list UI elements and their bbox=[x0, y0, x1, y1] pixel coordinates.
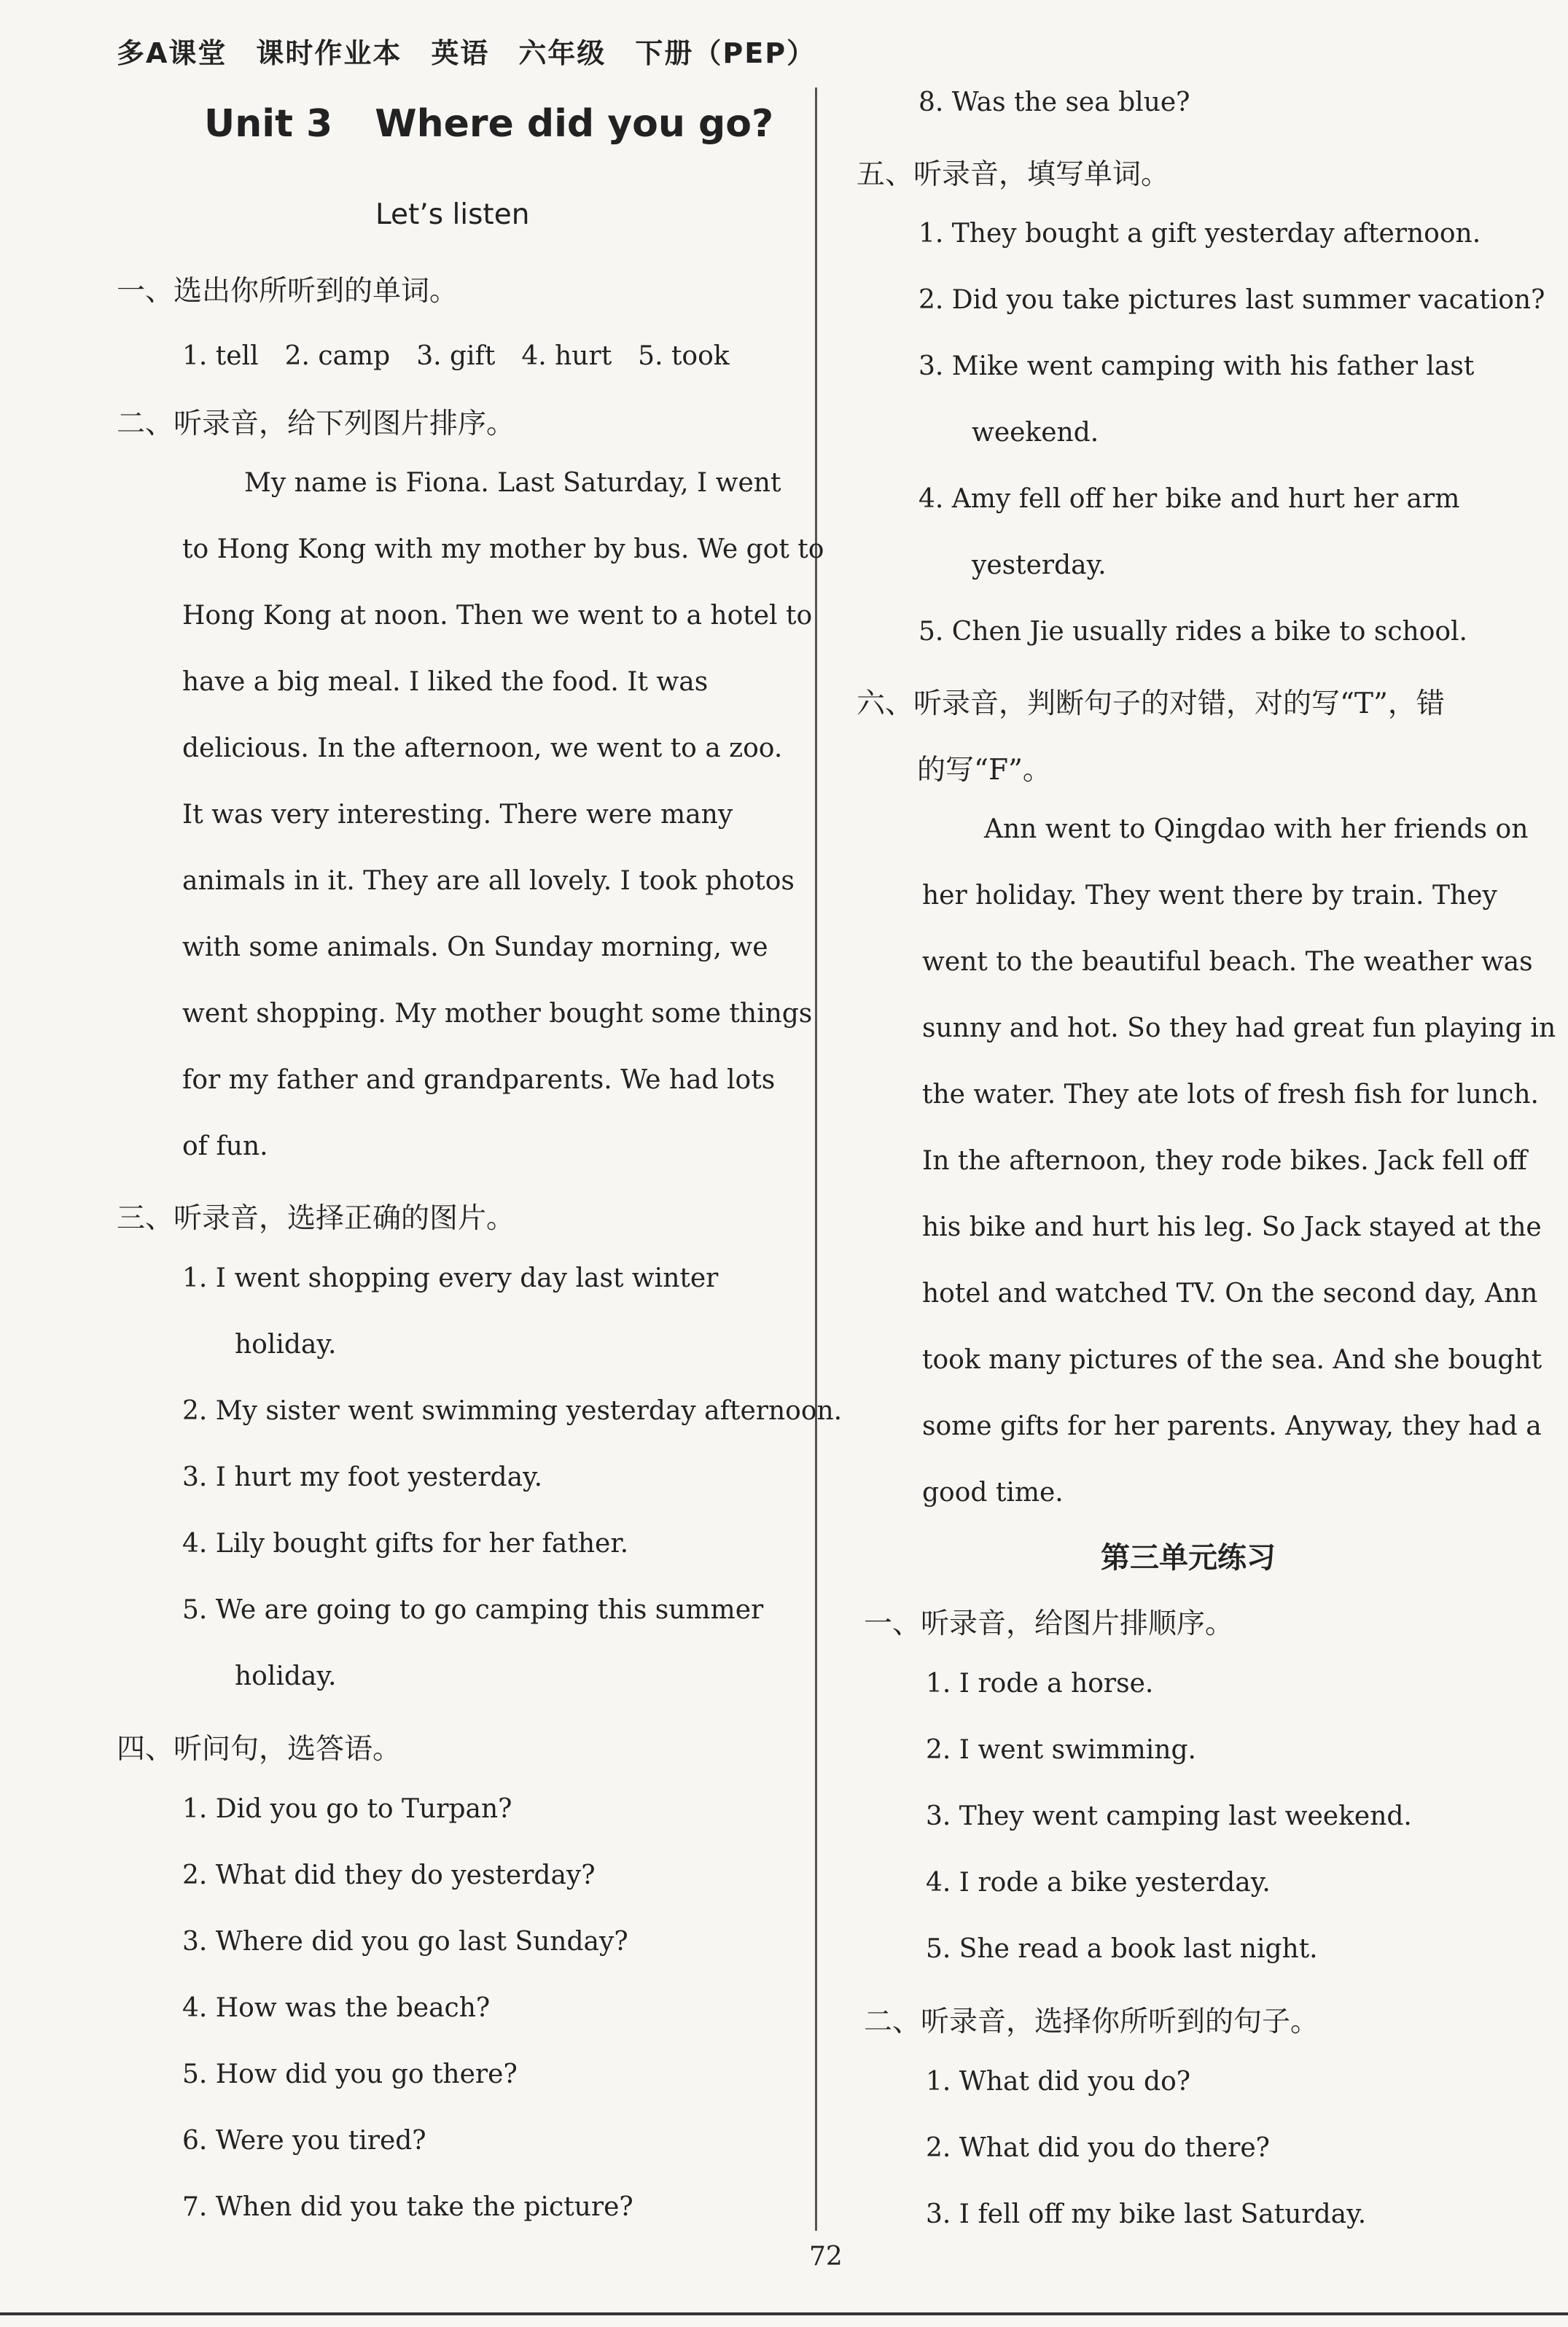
list-item: 3. Where did you go last Sunday? bbox=[182, 1927, 628, 1957]
list-item: 5. We are going to go camping this summer bbox=[182, 1595, 764, 1625]
passage-line: to Hong Kong with my mother by bus. We got to bbox=[182, 534, 824, 564]
unit-name: Where did you go? bbox=[375, 102, 774, 146]
list-item: 1. I went shopping every day last winter bbox=[182, 1263, 719, 1293]
passage-line: hotel and watched TV. On the second day, Ann bbox=[922, 1279, 1538, 1309]
list-item: 1. They bought a gift yesterday afternoon. bbox=[918, 219, 1481, 249]
column-divider bbox=[815, 87, 817, 2231]
passage-line: Hong Kong at noon. Then we went to a hotel to bbox=[182, 601, 813, 631]
passage-line: sunny and hot. So they had great fun playing in bbox=[922, 1013, 1556, 1043]
list-item: 2. Did you take pictures last summer vacation? bbox=[918, 285, 1545, 315]
list-item: 5. Chen Jie usually rides a bike to school. bbox=[918, 617, 1467, 647]
list-item: holiday. bbox=[235, 1661, 337, 1691]
list-item: 4. Lily bought gifts for her father. bbox=[182, 1529, 629, 1559]
passage-line: My name is Fiona. Last Saturday, I went bbox=[244, 468, 781, 498]
list-item: yesterday. bbox=[972, 550, 1107, 580]
word-list: 1. tell 2. camp 3. gift 4. hurt 5. took bbox=[182, 341, 730, 371]
list-item: 3. They went camping last weekend. bbox=[926, 1801, 1412, 1831]
list-item: 3. I fell off my bike last Saturday. bbox=[926, 2199, 1367, 2229]
list-item: 5. She read a book last night. bbox=[926, 1934, 1318, 1964]
section-title: 一、选出你所听到的单词。 bbox=[117, 275, 459, 308]
passage-line: of fun. bbox=[182, 1131, 268, 1161]
bottom-rule bbox=[0, 2312, 1568, 2315]
list-item: holiday. bbox=[235, 1330, 337, 1360]
passage-line: the water. They ate lots of fresh fish for lunch. bbox=[922, 1080, 1539, 1110]
section-title: 二、听录音，选择你所听到的句子。 bbox=[864, 2006, 1319, 2038]
list-item: 2. My sister went swimming yesterday afternoon. bbox=[182, 1396, 843, 1426]
list-item: 2. I went swimming. bbox=[926, 1735, 1196, 1765]
list-item: 3. Mike went camping with his father last bbox=[918, 351, 1475, 381]
list-item: 8. Was the sea blue? bbox=[918, 87, 1190, 117]
passage-line: some gifts for her parents. Anyway, they had a bbox=[922, 1411, 1542, 1441]
passage-line: animals in it. They are all lovely. I took photos bbox=[182, 866, 795, 896]
unit-title bbox=[204, 102, 773, 146]
section-title: 四、听问句，选答语。 bbox=[117, 1733, 402, 1766]
list-item: 4. I rode a bike yesterday. bbox=[926, 1868, 1271, 1898]
list-item: 6. Were you tired? bbox=[182, 2126, 426, 2156]
passage-line: went shopping. My mother bought some things bbox=[182, 999, 813, 1029]
list-item: 4. Amy fell off her bike and hurt her arm bbox=[918, 484, 1460, 514]
passage-line: went to the beautiful beach. The weather was bbox=[922, 947, 1533, 977]
unit-label: Unit 3 bbox=[204, 102, 333, 146]
passage-line: took many pictures of the sea. And she bought bbox=[922, 1345, 1542, 1375]
list-item: 3. I hurt my foot yesterday. bbox=[182, 1462, 543, 1492]
book-header: 多A课堂 课时作业本 英语 六年级 下册（PEP） bbox=[117, 37, 816, 69]
section-title: 三、听录音，选择正确的图片。 bbox=[117, 1202, 515, 1235]
section-title: 一、听录音，给图片排顺序。 bbox=[864, 1607, 1234, 1640]
passage-line: It was very interesting. There were many bbox=[182, 800, 733, 830]
section-title: 五、听录音，填写单词。 bbox=[857, 158, 1170, 191]
page-number: 72 bbox=[809, 2242, 843, 2272]
list-item: weekend. bbox=[972, 418, 1099, 448]
passage-line: good time. bbox=[922, 1478, 1064, 1508]
passage-line: have a big meal. I liked the food. It was bbox=[182, 667, 709, 697]
passage-line: delicious. In the afternoon, we went to a zoo. bbox=[182, 733, 783, 763]
list-item: 4. How was the beach? bbox=[182, 1993, 491, 2023]
review-title: 第三单元练习 bbox=[1101, 1541, 1276, 1575]
list-item: 2. What did they do yesterday? bbox=[182, 1860, 596, 1890]
passage-line: her holiday. They went there by train. They bbox=[922, 881, 1497, 911]
section-title: 六、听录音，判断句子的对错，对的写“T”，错 bbox=[857, 687, 1445, 720]
passage-line: In the afternoon, they rode bikes. Jack fell off bbox=[922, 1146, 1527, 1176]
passage-line: his bike and hurt his leg. So Jack stayed at the bbox=[922, 1212, 1542, 1242]
section-title: 二、听录音，给下列图片排序。 bbox=[117, 408, 515, 440]
passage-line: with some animals. On Sunday morning, we bbox=[182, 932, 768, 962]
list-item: 1. I rode a horse. bbox=[926, 1669, 1154, 1699]
section-subtitle: Let’s listen bbox=[375, 198, 530, 231]
list-item: 2. What did you do there? bbox=[926, 2133, 1270, 2163]
list-item: 7. When did you take the picture? bbox=[182, 2192, 633, 2222]
list-item: 5. How did you go there? bbox=[182, 2059, 518, 2089]
list-item: 1. Did you go to Turpan? bbox=[182, 1794, 512, 1824]
list-item: 1. What did you do? bbox=[926, 2067, 1191, 2097]
passage-line: for my father and grandparents. We had lots bbox=[182, 1065, 776, 1095]
section-title-cont: 的写“F”。 bbox=[917, 754, 1051, 787]
passage-line: Ann went to Qingdao with her friends on bbox=[984, 814, 1529, 844]
